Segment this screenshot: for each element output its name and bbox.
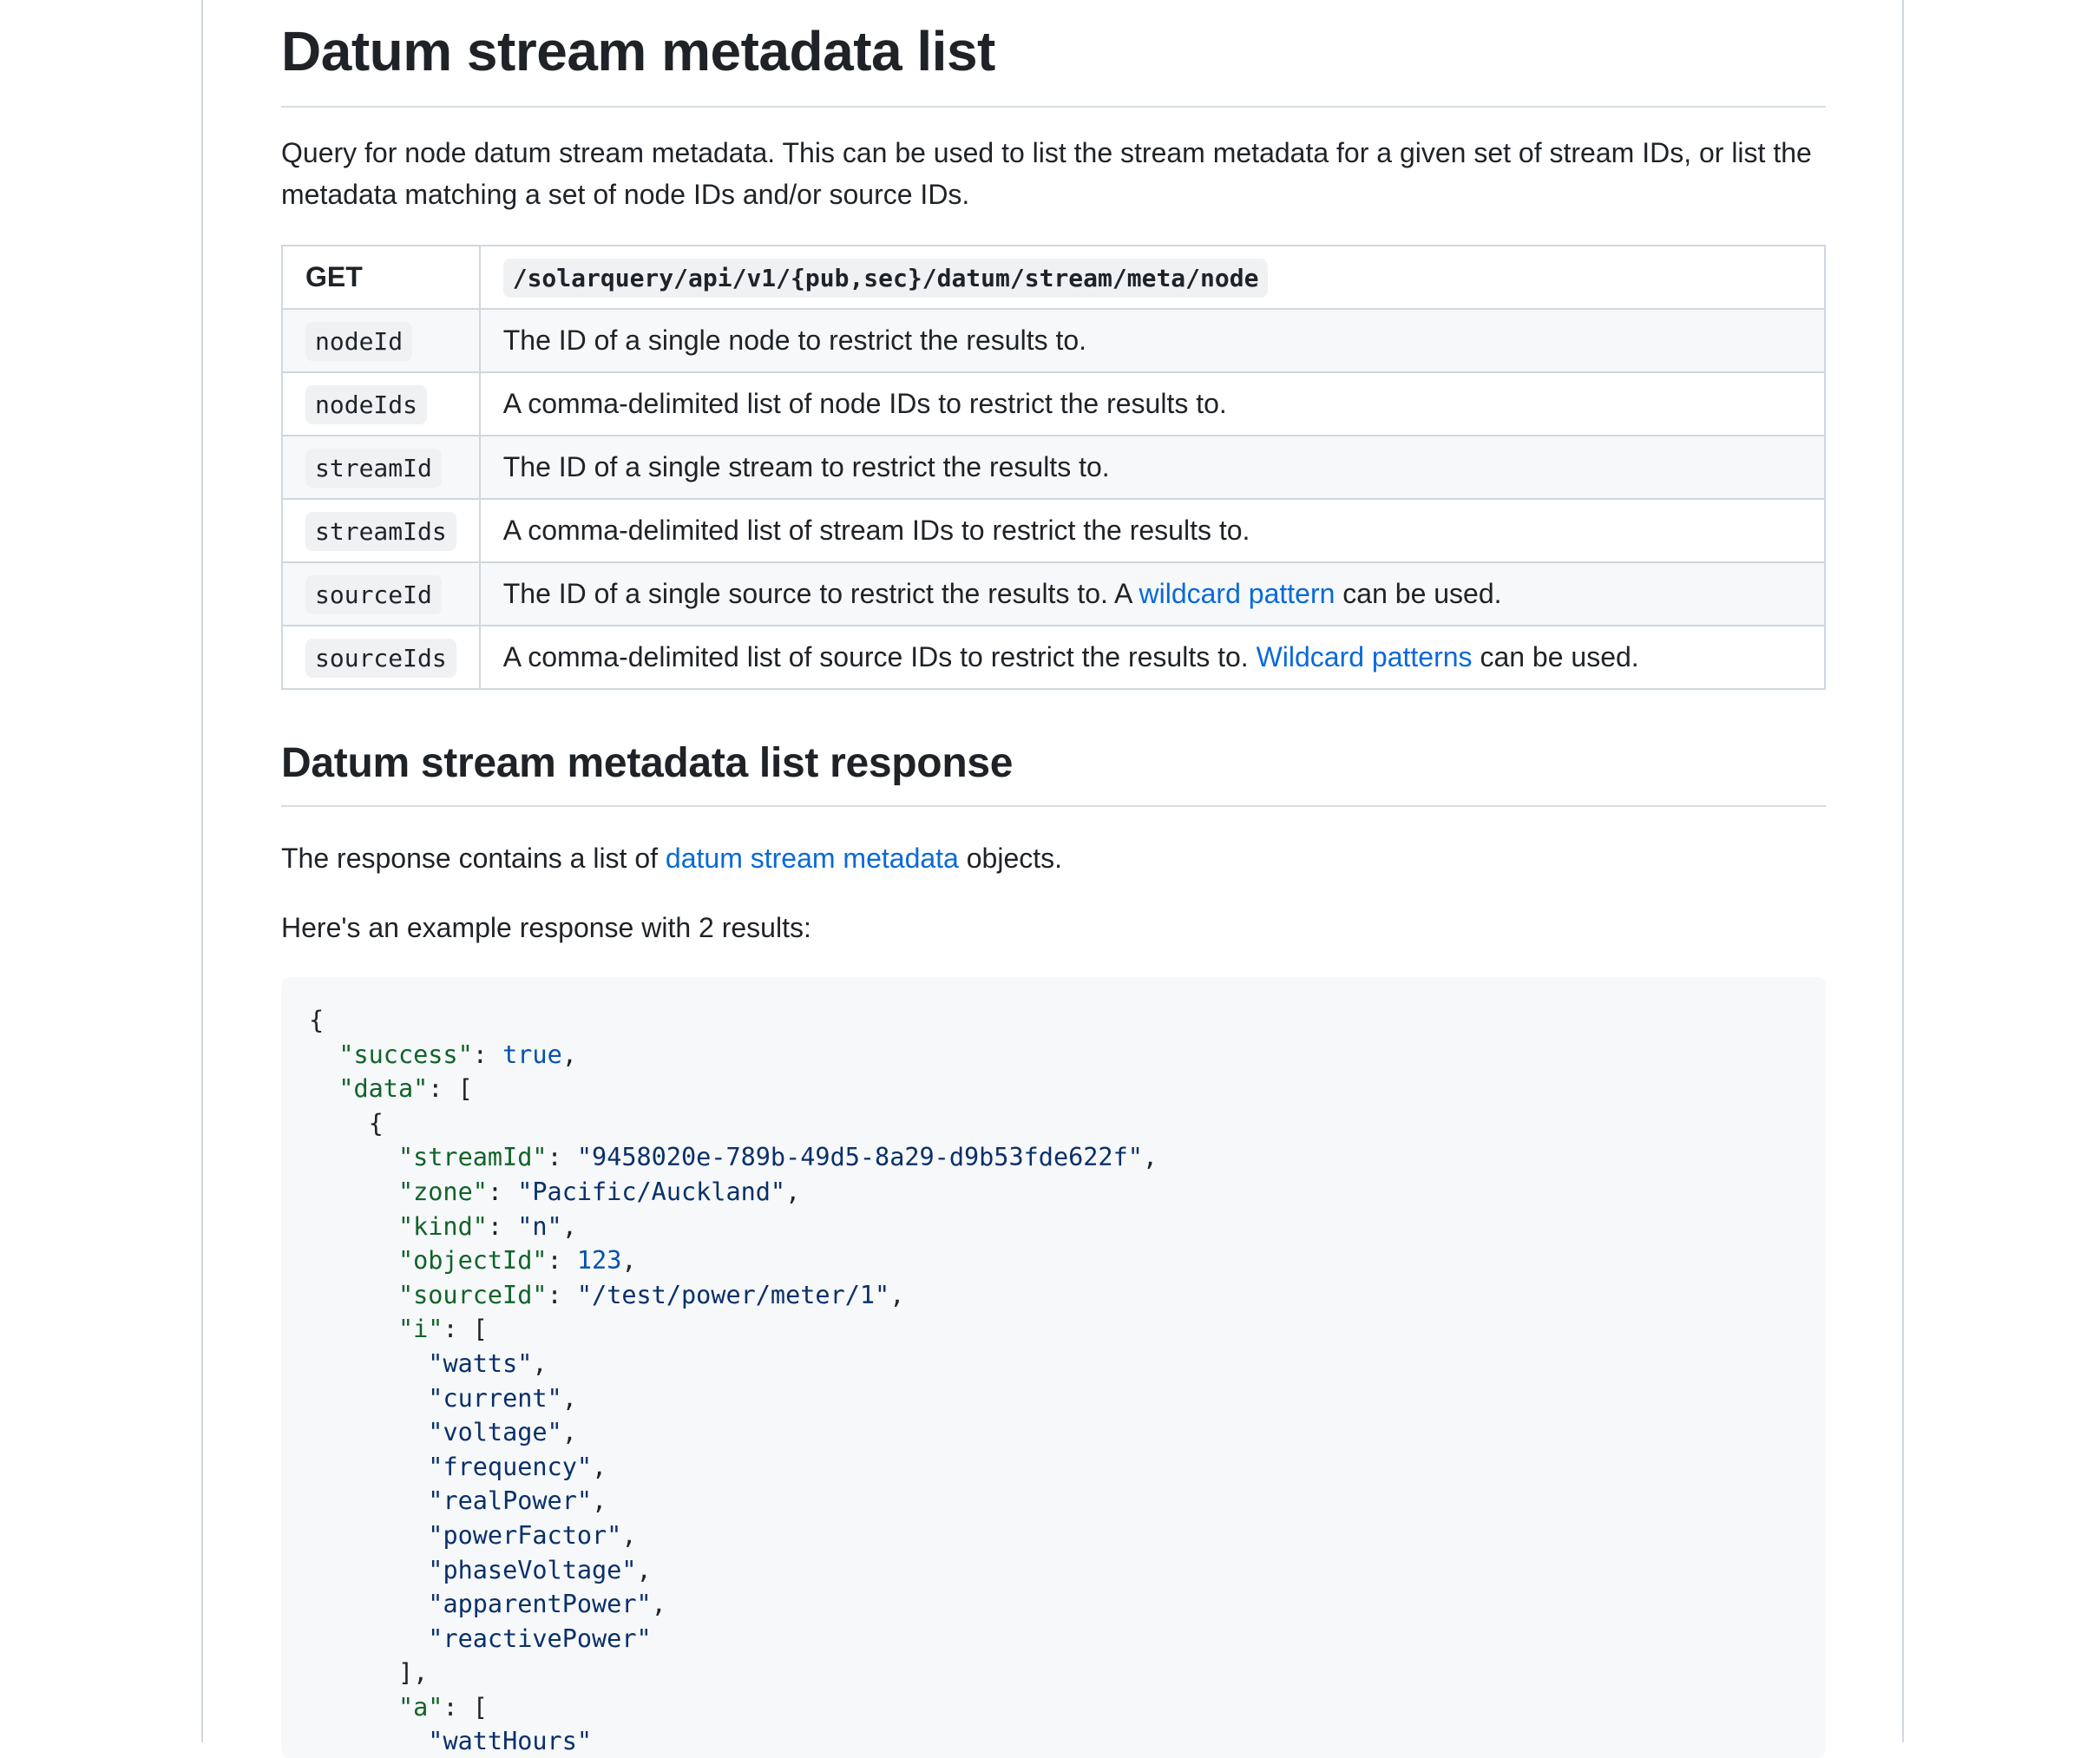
- param-description: A comma-delimited list of stream IDs to restrict the results to.: [480, 499, 1825, 562]
- wildcard-pattern-link[interactable]: wildcard pattern: [1139, 578, 1335, 609]
- param-description: A comma-delimited list of source IDs to restrict the results to. Wildcard patterns can be used.: [480, 626, 1825, 689]
- http-method: GET: [282, 246, 480, 309]
- response-heading: Datum stream metadata list response: [281, 739, 1826, 807]
- markdown-body: [281, 0, 1826, 1756]
- param-description: The ID of a single stream to restrict the results to.: [480, 436, 1825, 499]
- intro-paragraph: Query for node datum stream metadata. This can be used to list the stream metadata for a given set of stream IDs, or list the metadata matching a set of node IDs and/or source IDs.: [281, 137, 1812, 210]
- wildcard-patterns-link[interactable]: Wildcard patterns: [1256, 641, 1473, 672]
- param-name: streamIds: [305, 512, 456, 551]
- datum-stream-metadata-link[interactable]: datum stream metadata: [665, 843, 959, 874]
- endpoint-path: /solarquery/api/v1/{pub,sec}/datum/stream/meta/node: [503, 259, 1269, 298]
- param-name: nodeId: [305, 322, 412, 361]
- endpoint-params-table: [281, 245, 1826, 690]
- param-name: streamId: [305, 449, 442, 488]
- page-title: Datum stream metadata list: [281, 0, 1826, 108]
- document-page: [201, 0, 1904, 1756]
- table-row: [282, 372, 1825, 436]
- example-intro: Here's an example response with 2 results:: [281, 912, 811, 943]
- response-paragraph: The response contains a list of datum stream metadata objects.: [281, 843, 1063, 874]
- table-row: [282, 436, 1825, 499]
- code-block[interactable]: { "success": true, "data": [ { "streamId": "9458020e-789b-49d5-8a29-d9b53fde622f", "zone": "Pacific/Auckland", "kind": "n", "objectId": 123, "sourceId": "/test/power/meter/1", "i": [ "watts", "current", "voltage", "frequency", "realPower", "powerFactor", "phaseVoltage", "apparentPower", "reactivePower" ], "a": [ "wattHours": [281, 977, 1826, 1758]
- param-description: The ID of a single source to restrict the results to. A wildcard pattern can be used.: [480, 562, 1825, 626]
- table-row: [282, 562, 1825, 626]
- param-name: sourceIds: [305, 639, 456, 678]
- param-description: A comma-delimited list of node IDs to restrict the results to.: [480, 372, 1825, 436]
- table-row: [282, 309, 1825, 372]
- table-row: [282, 626, 1825, 689]
- param-name: nodeIds: [305, 385, 427, 424]
- table-row: [282, 499, 1825, 562]
- param-description: The ID of a single node to restrict the results to.: [480, 309, 1825, 372]
- endpoint-row: [282, 246, 1825, 309]
- param-name: sourceId: [305, 575, 442, 614]
